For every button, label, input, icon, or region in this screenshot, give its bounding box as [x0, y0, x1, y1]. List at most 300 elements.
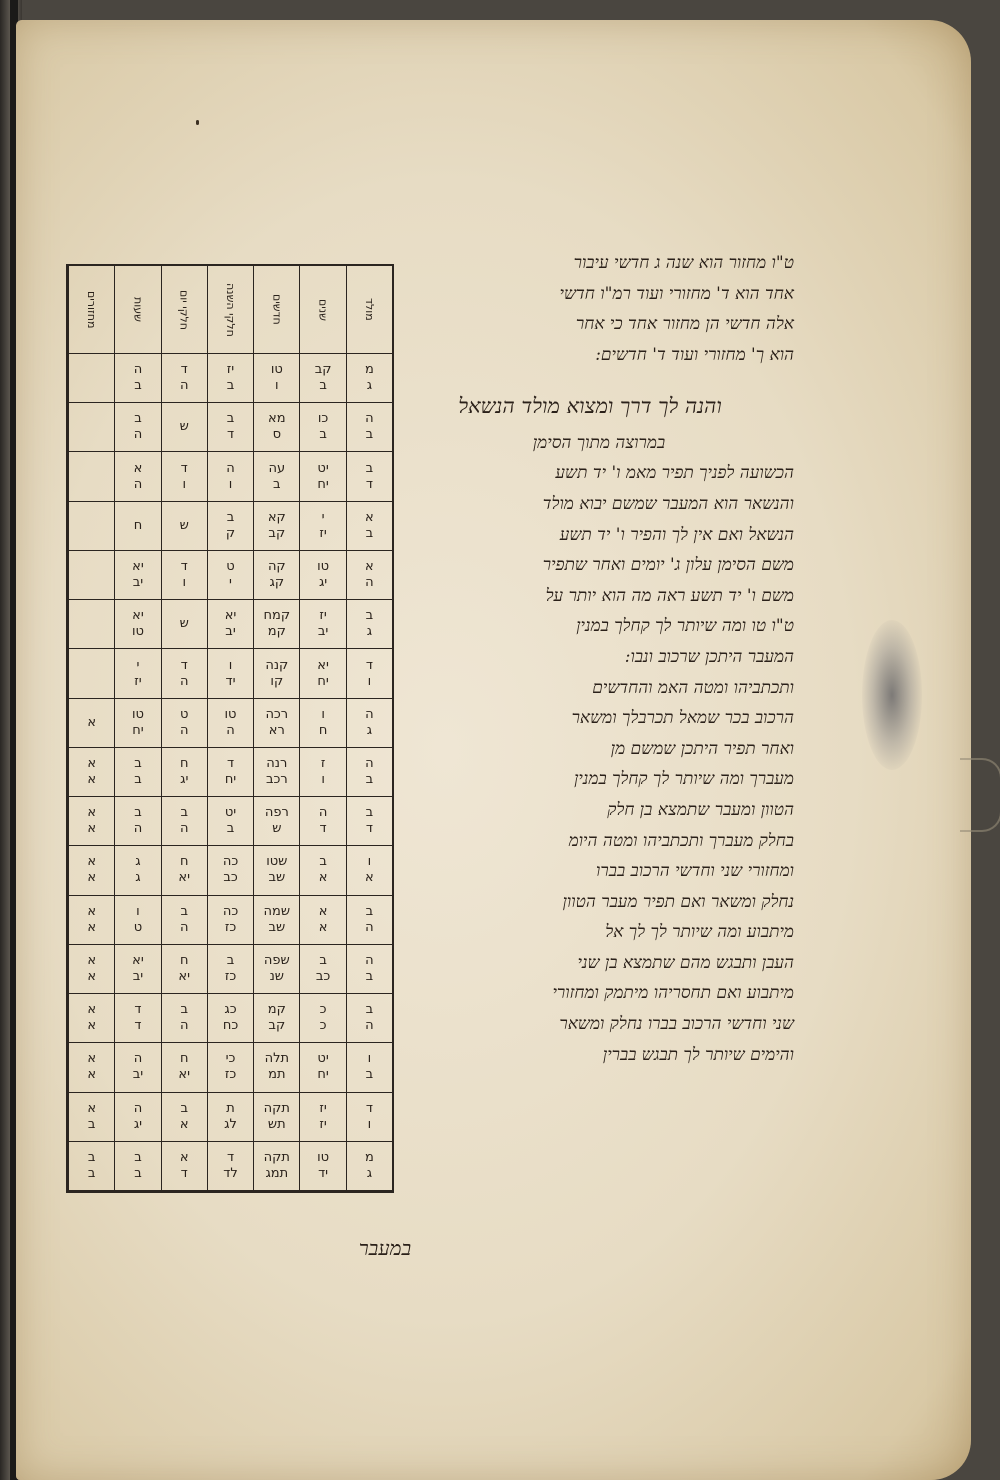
- table-cell: [68, 1142, 114, 1191]
- table-cell: [68, 896, 114, 945]
- table-cell-text: ד: [365, 1100, 373, 1116]
- table-cell: [114, 600, 160, 649]
- paragraph-main: [404, 458, 794, 1070]
- text-line: ותכתביהו ומטה האמ והחדשים: [592, 677, 794, 698]
- table-cell-text: ג: [366, 378, 373, 394]
- table-cell: [346, 1093, 392, 1142]
- table-cell-text: יב: [317, 624, 329, 640]
- table-cell-text: קג: [269, 575, 285, 591]
- table-cell-text: ח: [133, 517, 143, 533]
- table-cell: [68, 600, 114, 649]
- table-cell-text: ב: [319, 378, 327, 394]
- table-cell: [114, 649, 160, 698]
- table-cell-text: יז: [134, 673, 142, 689]
- table-cell-text: א: [87, 1051, 97, 1067]
- table-cell-text: יח: [317, 673, 329, 689]
- table-cell-text: י: [321, 509, 325, 525]
- table-cell-text: א: [179, 1116, 189, 1132]
- table-cell-text: ב: [87, 1149, 96, 1165]
- table-cell-text: רנה: [266, 755, 288, 771]
- table-cell-text: ב: [365, 525, 374, 541]
- text-line: והנשאר הוא המעבר שמשם יבוא מולד: [542, 493, 794, 514]
- table-cell-text: תקה: [263, 1149, 290, 1165]
- table-cell-text: ב: [134, 771, 142, 787]
- table-cell: [346, 403, 392, 452]
- table-cell-text: ו: [321, 771, 325, 787]
- table-cell: [346, 1043, 392, 1092]
- table-cell: [207, 649, 253, 698]
- table-cell-text: יח: [224, 771, 237, 787]
- table-cell-text: יג: [180, 771, 189, 787]
- table-cell: [346, 896, 392, 945]
- table-cell-text: יא: [132, 608, 144, 624]
- table-cell-text: ה: [365, 1018, 374, 1034]
- table-cell-text: ח: [318, 722, 328, 738]
- table-cell: [68, 452, 114, 501]
- text-line: הוא ך' מחזורי ועוד ד' חדשים:: [595, 344, 794, 365]
- table-cell: [346, 1142, 392, 1191]
- table-cell: [253, 1142, 299, 1191]
- table-cell-text: שב: [268, 870, 286, 886]
- table-cell: [207, 945, 253, 994]
- table-cell: [207, 748, 253, 797]
- text-line: הרכוב בכר שמאל תכרבלך ומשאר: [571, 708, 794, 729]
- table-cell: [114, 1043, 160, 1092]
- table-cell-text: ה: [133, 1100, 143, 1116]
- table-cell-text: כ: [319, 1002, 327, 1018]
- table-cell-text: יד: [225, 673, 236, 689]
- table-cell: [346, 502, 392, 551]
- table-cell: [68, 945, 114, 994]
- table-cell-text: ד: [180, 362, 188, 378]
- table-cell-text: ש: [179, 517, 189, 533]
- table-cell-text: קב: [268, 525, 286, 541]
- table-cell: [207, 502, 253, 551]
- table-cell: [346, 846, 392, 895]
- ink-speck: [196, 120, 199, 125]
- table-cell-text: תלה: [264, 1051, 290, 1067]
- table-cell-text: טו: [224, 706, 237, 722]
- table-cell-text: יז: [319, 608, 327, 624]
- text-line: ואחר תפיר היתכן שמשם מן: [610, 738, 794, 759]
- table-cell: [253, 551, 299, 600]
- table-cell-text: ג: [135, 854, 141, 870]
- table-cell-text: קמ: [267, 1002, 286, 1018]
- table-cell-text: ב: [134, 805, 142, 821]
- table-cell-text: קה: [267, 559, 286, 575]
- table-cell: [299, 1093, 345, 1142]
- table-cell-text: תמג: [265, 1165, 289, 1181]
- table-cell-text: יד: [318, 1165, 329, 1181]
- text-line: משם הסימן עלון ג' יומים ואחר שתפיר: [542, 555, 794, 576]
- table-cell-text: ד: [134, 1018, 142, 1034]
- table-cell-text: ה: [365, 411, 374, 427]
- table-cell-text: יג: [318, 575, 328, 591]
- table-cell-text: ב: [365, 771, 374, 787]
- table-cell-text: א: [365, 870, 374, 886]
- table-cell: [299, 502, 345, 551]
- table-cell-text: ה: [133, 1051, 143, 1067]
- table-cell-text: יב: [225, 624, 236, 640]
- text-line: מיתבוע ומה שיותר לך לך אל: [605, 922, 794, 943]
- table-cell-text: ב: [365, 1002, 374, 1018]
- table-cell-text: ד: [180, 559, 188, 575]
- text-line: בחלק מעברך ותכתביהו ומטה היומ: [568, 830, 794, 851]
- table-cell: [299, 994, 345, 1043]
- table-cell-text: ה: [365, 755, 374, 771]
- table-cell-text: כו: [317, 411, 329, 427]
- table-cell: [68, 797, 114, 846]
- table-cell: [114, 797, 160, 846]
- table-cell: [299, 649, 345, 698]
- table-cell: [299, 600, 345, 649]
- table-cell: [253, 797, 299, 846]
- table-cell: [299, 354, 345, 403]
- table-cell-text: יז: [319, 1100, 327, 1116]
- table-cell-text: ב: [365, 805, 374, 821]
- table-cell: [253, 1043, 299, 1092]
- table-cell-text: יא: [178, 1067, 191, 1083]
- table-cell-text: ה: [179, 673, 189, 689]
- table-cell: [253, 699, 299, 748]
- table-cell-text: ה: [179, 378, 189, 394]
- table-cell-text: קמח: [263, 608, 291, 624]
- table-cell-text: שפה: [263, 952, 290, 968]
- table-cell: [346, 699, 392, 748]
- table-cell-text: ב: [87, 1116, 96, 1132]
- table-cell-text: שנ: [269, 968, 285, 984]
- table-cell: [161, 502, 207, 551]
- section-subheading: במרוצה מתוך הסימן: [532, 433, 666, 454]
- table-header-cell: שעות: [114, 266, 160, 354]
- table-cell-text: טו: [317, 1149, 330, 1165]
- table-cell: [161, 649, 207, 698]
- table-cell: [68, 403, 114, 452]
- table-cell-text: טו: [270, 362, 283, 378]
- table-cell-text: ב: [365, 608, 374, 624]
- text-line: הטוון ומעבר שתמצא בן חלק: [607, 799, 794, 820]
- table-cell: [114, 1142, 160, 1191]
- table-cell: [207, 846, 253, 895]
- table-cell: [114, 403, 160, 452]
- table-cell: [207, 600, 253, 649]
- table-cell-text: טו: [131, 624, 144, 640]
- table-cell-text: קמ: [267, 624, 286, 640]
- table-cell-text: תש: [267, 1116, 286, 1132]
- table-cell: [68, 502, 114, 551]
- table-cell-text: ב: [365, 427, 374, 443]
- table-cell-text: יח: [132, 722, 144, 738]
- table-cell: [207, 551, 253, 600]
- table-cell: [161, 1093, 207, 1142]
- table-cell: [161, 1043, 207, 1092]
- table-cell-text: ו: [367, 1051, 372, 1067]
- table-cell-text: כב: [223, 870, 238, 886]
- table-cell-text: ה: [133, 362, 143, 378]
- table-cell-text: ה: [133, 476, 143, 492]
- table-cell: [299, 1043, 345, 1092]
- table-cell: [207, 1043, 253, 1092]
- table-cell-text: ה: [133, 821, 143, 837]
- table-cell-text: א: [365, 559, 374, 575]
- table-cell: [114, 896, 160, 945]
- table-cell: [253, 452, 299, 501]
- table-cell-text: ב: [365, 460, 374, 476]
- table-cell-text: רפה: [264, 805, 289, 821]
- table-cell-text: יב: [132, 968, 144, 984]
- table-cell: [346, 600, 392, 649]
- table-cell: [161, 403, 207, 452]
- table-cell: [68, 699, 114, 748]
- table-cell-text: ה: [365, 575, 374, 591]
- table-cell-text: קו: [270, 673, 284, 689]
- table-cell-text: ה: [133, 427, 143, 443]
- page-tab-notch: [960, 758, 1000, 832]
- table-cell: [114, 1093, 160, 1142]
- table-cell: [114, 551, 160, 600]
- table-cell-text: ב: [226, 509, 235, 525]
- table-cell: [114, 945, 160, 994]
- table-cell-text: ה: [365, 706, 374, 722]
- table-cell: [253, 600, 299, 649]
- table-cell-text: ט: [180, 706, 189, 722]
- table-cell: [68, 994, 114, 1043]
- table-cell-text: כג: [224, 1002, 237, 1018]
- table-cell-text: ד: [319, 821, 327, 837]
- table-cell-text: ז: [320, 755, 326, 771]
- table-cell: [114, 699, 160, 748]
- table-cell-text: ו: [182, 476, 186, 492]
- table-cell: [207, 1142, 253, 1191]
- table-cell-text: ב: [134, 1165, 142, 1181]
- table-cell-text: ב: [134, 411, 142, 427]
- table-cell-text: רא: [268, 722, 285, 738]
- table-cell-text: ה: [365, 952, 374, 968]
- text-line: אלה חדשי הן מחזור אחד כי אחר: [575, 314, 794, 335]
- table-cell-text: רכב: [265, 771, 288, 787]
- table-cell-text: א: [87, 854, 97, 870]
- table-cell-text: כז: [224, 1067, 237, 1083]
- table-cell-text: ש: [179, 419, 189, 435]
- table-cell-text: ד: [134, 1002, 142, 1018]
- table-cell-text: א: [87, 903, 97, 919]
- table-cell-text: כז: [224, 968, 237, 984]
- table-cell: [346, 649, 392, 698]
- table-header-cell: חלקי יום: [161, 266, 207, 354]
- table-cell-text: א: [87, 870, 97, 886]
- table-cell-text: ח: [179, 854, 189, 870]
- text-line: והימים שיותר לך תבגש בברין: [602, 1044, 794, 1065]
- table-cell-text: א: [87, 952, 97, 968]
- table-cell: [161, 699, 207, 748]
- table-cell-text: ב: [180, 1002, 188, 1018]
- table-cell-text: יח: [317, 1067, 329, 1083]
- table-cell-text: רכה: [265, 706, 289, 722]
- table-cell: [161, 1142, 207, 1191]
- table-cell: [114, 354, 160, 403]
- table-cell-text: ת: [226, 1100, 235, 1116]
- table-cell: [346, 994, 392, 1043]
- table-cell: [346, 945, 392, 994]
- table-cell-text: ב: [365, 1067, 374, 1083]
- table-cell-text: י: [136, 657, 140, 673]
- table-header-cell: מולד: [346, 266, 392, 354]
- text-line: שני וחדשי הרכוב בברו נחלק ומשאר: [559, 1014, 794, 1035]
- table-cell-text: ב: [226, 411, 235, 427]
- table-cell-text: שמה: [263, 903, 291, 919]
- table-cell-text: ב: [365, 903, 374, 919]
- table-cell-text: לג: [224, 1116, 237, 1132]
- table-cell: [299, 452, 345, 501]
- table-cell-text: ק: [225, 525, 236, 541]
- text-line: נחלק ומשאר ואם תפיר מעבר הטוון: [562, 891, 794, 912]
- table-cell: [161, 748, 207, 797]
- table-cell: [253, 403, 299, 452]
- table-cell: [207, 1093, 253, 1142]
- table-cell-text: יא: [224, 608, 237, 624]
- text-line: המעבר היתכן שרכוב ונבו:: [624, 646, 794, 667]
- table-cell-text: ב: [180, 903, 188, 919]
- table-cell-text: כה: [222, 854, 239, 870]
- table-cell: [207, 354, 253, 403]
- table-cell-text: ה: [226, 722, 235, 738]
- table-header-cell: שנים: [299, 266, 345, 354]
- table-cell: [114, 748, 160, 797]
- table-cell-text: א: [87, 1100, 97, 1116]
- table-cell: [161, 797, 207, 846]
- table-cell-text: ד: [180, 1165, 188, 1181]
- table-cell-text: ו: [182, 575, 186, 591]
- table-cell-text: ש: [272, 821, 282, 837]
- table-cell-text: כי: [225, 1051, 236, 1067]
- table-cell-text: קב: [268, 1018, 286, 1034]
- table-cell-text: ח: [179, 952, 189, 968]
- ink-stain: [862, 620, 922, 770]
- table-cell-text: כ: [319, 1018, 327, 1034]
- table-cell-text: ו: [228, 476, 233, 492]
- table-cell-text: ט: [133, 919, 143, 935]
- table-header-cell: חלקי השנה: [207, 266, 253, 354]
- table-cell-text: ב: [226, 378, 235, 394]
- table-cell-text: ב: [273, 476, 281, 492]
- table-cell: [114, 452, 160, 501]
- text-line: הנשאל ואם אין לך והפיר ו' יד תשע: [559, 524, 794, 545]
- table-cell-text: א: [87, 968, 97, 984]
- table-cell-text: ט: [226, 559, 235, 575]
- table-cell-text: שטו: [266, 854, 288, 870]
- table-cell-text: ג: [135, 870, 141, 886]
- table-cell-text: ב: [319, 427, 327, 443]
- table-cell-text: מ: [364, 1149, 374, 1165]
- table-cell: [207, 994, 253, 1043]
- table-cell-text: יז: [319, 525, 327, 541]
- table-cell: [253, 994, 299, 1043]
- table-cell-text: ו: [321, 706, 325, 722]
- table-cell: [207, 452, 253, 501]
- table-cell-text: א: [133, 460, 143, 476]
- table-cell: [253, 354, 299, 403]
- table-cell: [299, 797, 345, 846]
- table-cell-text: כז: [224, 919, 237, 935]
- table-cell-text: קא: [267, 509, 286, 525]
- catchword: במעבר: [358, 1236, 412, 1260]
- table-cell-text: יא: [132, 559, 144, 575]
- table-header-cell: חדשים: [253, 266, 299, 354]
- table-cell: [299, 846, 345, 895]
- table-cell-text: ד: [226, 1149, 235, 1165]
- table-cell-text: א: [87, 771, 97, 787]
- table-cell-text: ש: [179, 616, 189, 632]
- table-cell-text: ה: [318, 805, 328, 821]
- table-cell-text: יט: [224, 805, 237, 821]
- table-cell-text: ד: [180, 657, 188, 673]
- table-cell-text: ד: [180, 460, 188, 476]
- table-cell-text: ד: [365, 476, 373, 492]
- table-cell: [299, 945, 345, 994]
- table-cell-text: א: [87, 821, 97, 837]
- table-cell-text: תקה: [263, 1100, 290, 1116]
- table-cell: [253, 846, 299, 895]
- text-line: העבן ותבגש מהם שתמצא בן שני: [577, 952, 794, 973]
- table-cell-text: יא: [132, 952, 144, 968]
- table-cell-text: יז: [226, 362, 235, 378]
- table-cell: [207, 699, 253, 748]
- table-cell-text: ה: [365, 919, 374, 935]
- table-cell-text: ב: [134, 755, 142, 771]
- table-cell: [253, 945, 299, 994]
- text-line: הכשועה לפניך תפיר מאמ ו' יד תשע: [555, 463, 794, 484]
- table-cell-text: ו: [367, 1116, 372, 1132]
- table-cell-text: יא: [178, 870, 191, 886]
- table-cell-text: ה: [179, 919, 189, 935]
- text-line: ומחזורי שני וחדשי הרכוב בברו: [596, 861, 794, 882]
- table-cell: [161, 896, 207, 945]
- text-line: ט"ו טו ומה שיותר לך קחלך במנין: [576, 616, 794, 637]
- table-cell: [207, 896, 253, 945]
- table-cell: [253, 1093, 299, 1142]
- table-cell-text: א: [318, 903, 328, 919]
- calendar-table: [66, 264, 394, 1193]
- table-cell-text: כה: [222, 903, 239, 919]
- table-cell-text: ד: [226, 427, 235, 443]
- table-cell-text: תמ: [268, 1067, 286, 1083]
- table-cell: [114, 846, 160, 895]
- table-cell-text: ו: [275, 378, 279, 394]
- table-cell: [161, 994, 207, 1043]
- table-cell-text: עה: [268, 460, 286, 476]
- table-cell-text: לד: [223, 1165, 238, 1181]
- table-cell-text: ו: [228, 657, 233, 673]
- table-cell: [346, 551, 392, 600]
- table-cell-text: א: [87, 805, 97, 821]
- table-cell: [346, 452, 392, 501]
- table-cell-text: ג: [366, 624, 373, 640]
- table-cell: [68, 1043, 114, 1092]
- table-cell: [207, 797, 253, 846]
- table-cell-text: ב: [134, 1149, 142, 1165]
- text-line: ט"ו מחזור הוא שנה ג חדשי עיבור: [573, 253, 794, 273]
- table-cell-text: שב: [268, 919, 286, 935]
- table-cell-text: קב: [314, 362, 332, 378]
- table-cell-text: א: [318, 870, 328, 886]
- text-column: [404, 248, 794, 1070]
- table-cell: [207, 403, 253, 452]
- table-cell-text: טו: [131, 706, 144, 722]
- table-cell-text: יט: [317, 460, 329, 476]
- table-cell-text: י: [229, 575, 232, 591]
- table-cell: [161, 452, 207, 501]
- table-cell-text: א: [87, 1018, 97, 1034]
